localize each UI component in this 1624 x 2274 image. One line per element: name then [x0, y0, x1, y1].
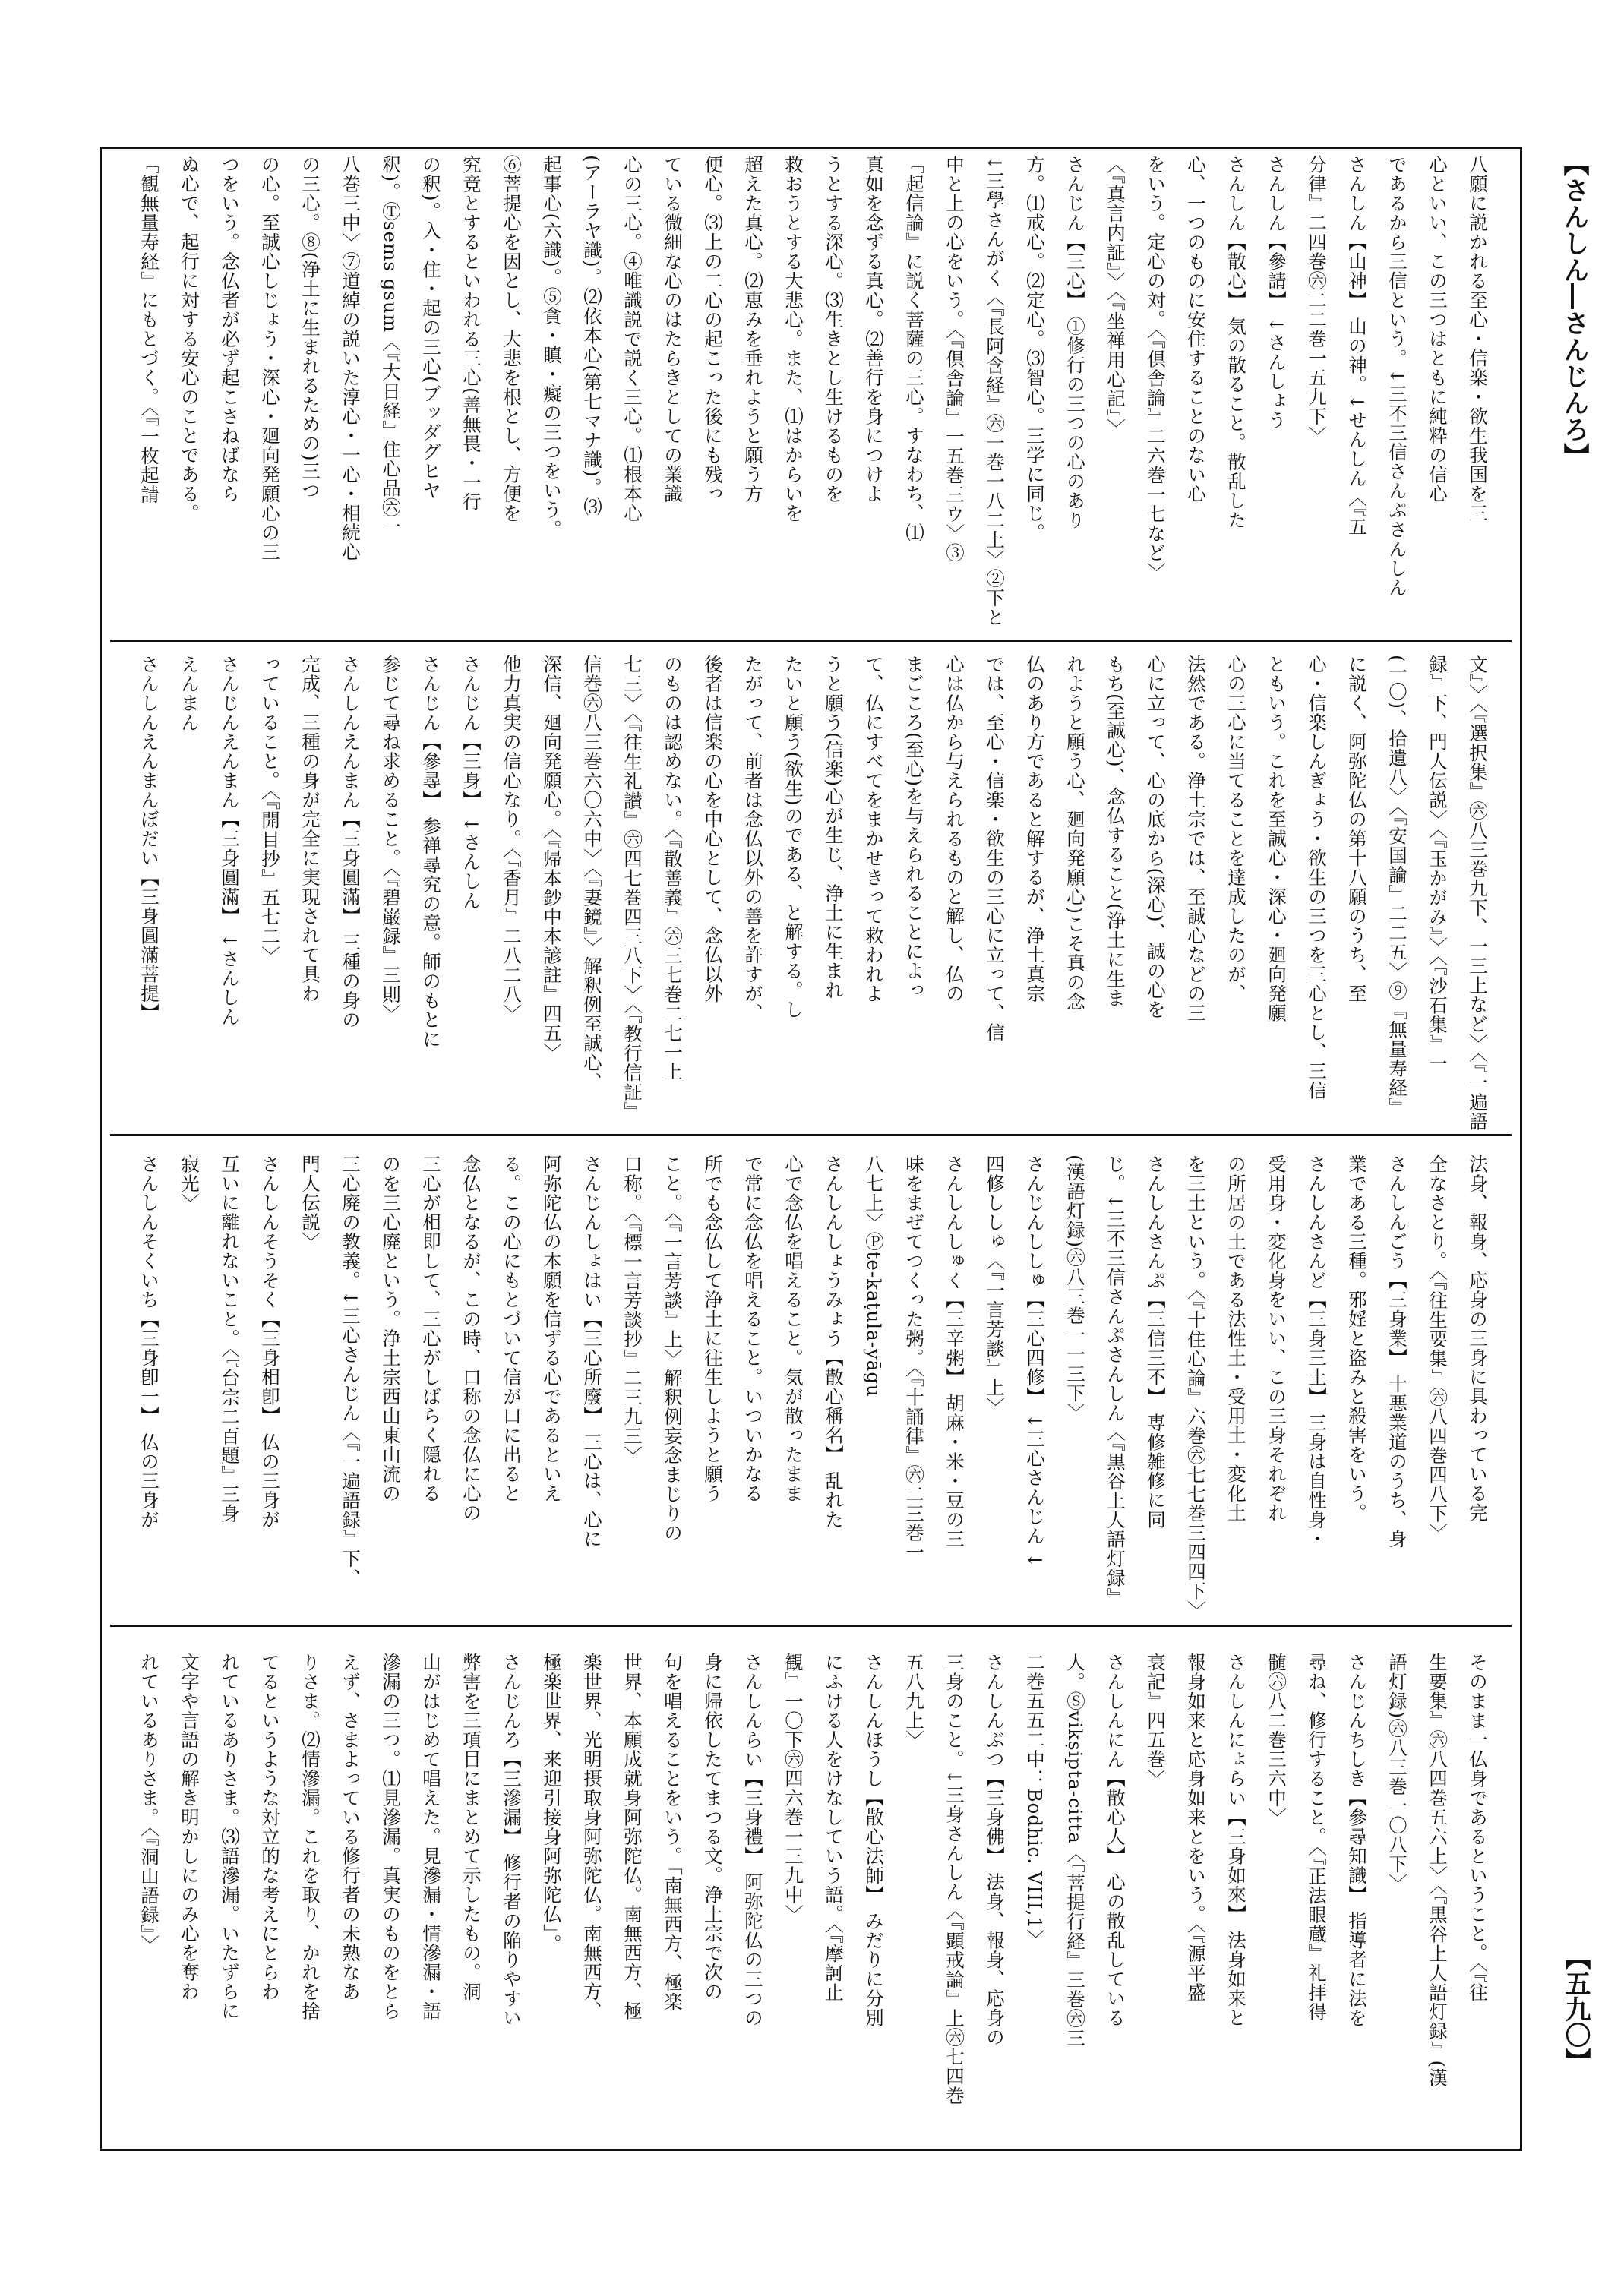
text-column: では、至心・信楽・欲生の三心に立って、信	[984, 655, 1006, 1042]
text-column: ぬ心で、起行に対する安心のことである。	[179, 155, 201, 523]
text-column: さんしんしょうみょう【散心稱名】 乱れた	[823, 1154, 845, 1530]
text-column: る。この心にもとづいて信が口に出ると	[501, 1154, 523, 1503]
text-column: まごころ(至心)を与えられることによっ	[903, 655, 925, 1000]
text-column: 阿弥陀仏の本願を信ずる心であるといえ	[541, 1154, 563, 1503]
text-column: (一〇)、拾遺八〉〈『安国論』二二五〉⑨『無量寿経』	[1386, 655, 1408, 1117]
text-column: 味をまぜてつくった粥。〈『十誦律』㊅二三巻一	[903, 1154, 925, 1562]
text-column: て、仏にすべてをまかせきって救われよ	[863, 655, 885, 1003]
text-column: れているありさま。⑶語滲漏。いたずらに	[219, 1653, 241, 2021]
text-column: で常に念仏を唱えること。いついかなる	[742, 1154, 764, 1503]
text-column: さんじんろ【三滲漏】 修行者の陥りやすい	[501, 1653, 523, 2028]
tier-4	[123, 1653, 1498, 2131]
text-column: さんじん【三心】 ①修行の三つの心のあり	[1064, 155, 1086, 530]
text-column: 『観無量寿経』にもとづく。〈『一枚起請	[138, 155, 160, 504]
text-column: 方。⑴戒心。⑵定心。⑶智心。三学に同じ。	[1024, 155, 1046, 542]
text-column: 文字や言語の解き明かしにのみ心を奪わ	[179, 1653, 201, 2001]
text-column: さんしんさんど【三身三土】 三身は自性身・	[1306, 1154, 1328, 1549]
tier-1	[123, 155, 1498, 633]
text-column: 人。Ⓢvikṣipta-citta〈『菩提行経』三巻㊅三	[1064, 1653, 1086, 2048]
text-column: 分律』二四巻㊅二二巻一五九下〉	[1306, 155, 1328, 446]
text-column: 超えた真心。⑵恵みを垂れようと願う方	[742, 155, 764, 504]
text-column: であるから三信という。↓三不三信さんぷさんしん	[1386, 155, 1408, 598]
text-column: たがって、前者は念仏以外の善を許すが、	[742, 655, 764, 1023]
text-column: もち(至誠心)、念仏すること(浄土に生ま	[1104, 655, 1126, 1009]
text-column: 四修ししゅ〈『一言芳談』上〉	[984, 1154, 1006, 1417]
text-column: 衰記』四五巻〉	[1145, 1653, 1167, 1789]
text-column: そのまま一仏身であるということ。〈『往	[1467, 1653, 1489, 2002]
text-column: 心といい、この三つはともに純粋の信心	[1427, 155, 1449, 504]
text-column: さんしんごう【三身業】 十悪業道のうち、身	[1386, 1154, 1408, 1549]
text-column: 便心。⑶上の二心の起こった後にも残っ	[702, 155, 724, 504]
text-column: 完成、三種の身が完全に実現されて具わ	[299, 655, 321, 1003]
text-column: 中と上の心をいう。〈『倶舎論』一五巻三ウ〉③	[943, 155, 965, 563]
text-column: 後者は信楽の心を中心として、念仏以外	[702, 655, 724, 1003]
text-column: さんじんししゅ【三心四修】 ↓三心さんじん ↓	[1024, 1154, 1046, 1569]
text-column: 究竟とするといわれる三心(善無畏・一行	[460, 155, 482, 512]
text-column: さんじん【三身】 ↓さんしん	[460, 655, 482, 911]
text-column: っていること。〈『開目抄』五七二〉	[259, 655, 281, 965]
text-column: 心の三心。④唯識説で説く三心。⑴根本心	[621, 155, 643, 523]
text-column: 口称。〈『標一言芳談抄』二三九三〉	[621, 1154, 643, 1465]
text-column: 世界、本願成就身阿弥陀仏。南無西方、極	[621, 1653, 643, 2021]
text-column: 髄㊅八二巻三六中〉	[1265, 1653, 1288, 1827]
tier-3	[123, 1154, 1498, 1633]
text-column: 釈)。Ⓣsems gsum〈『大日経』住心品㊅一	[380, 155, 402, 537]
text-column: に説く、阿弥陀仏の第十八願のうち、至	[1346, 655, 1368, 1003]
text-column: さんじん【參尋】 参禅尋究の意。師のもとに	[420, 655, 442, 1049]
text-column: (アーラヤ識)。⑵依本心(第七マナ識)。⑶	[581, 155, 603, 516]
text-column: 八七上〉Ⓟte-kaṭula-yāgu	[863, 1154, 885, 1398]
text-column: のものは認めない。〈『散善義』㊅三七巻二七一上	[662, 655, 684, 1082]
text-column: ともいう。これを至誠心・深心・廻向発願	[1265, 655, 1288, 1023]
text-column: 報身如来と応身如来とをいう。〈『源平盛	[1185, 1653, 1207, 2002]
text-column: 弊害を三項目にまとめて示したもの。洞	[460, 1653, 482, 2001]
text-column: 二巻五五二中：Bodhic. VIII,1〉	[1024, 1653, 1046, 1949]
text-column: さんしんしゅく【三辛粥】 胡麻・米・豆の三	[943, 1154, 965, 1549]
text-column: をいう。定心の対。〈『倶舎論』二六巻一七など〉	[1145, 155, 1167, 582]
text-column: えず、さまよっている修行者の未熟なあ	[340, 1653, 362, 2001]
text-column: さんしんぶつ【三身佛】 法身、報身、応身の	[984, 1653, 1006, 2047]
text-column: 深信、廻向発願心。〈『帰本鈔中本諺註』四五〉	[541, 655, 563, 1063]
text-column: 三心が相即して、三心がしばらく隠れる	[420, 1154, 442, 1503]
text-column: 念仏となるが、この時、口称の念仏に心の	[460, 1154, 482, 1523]
text-column: の三心。⑧(浄土に生まれるための)三つ	[299, 155, 321, 501]
text-column: 真如を念ずる真心。⑵善行を身につけよ	[863, 155, 885, 504]
text-column: 楽世界、光明摂取身阿弥陀仏。南無西方、	[581, 1653, 603, 2021]
text-column: さんしん【散心】 気の散ること。散乱した	[1225, 155, 1247, 530]
text-column: うとする深心。⑶生きとし生けるものを	[823, 155, 845, 504]
text-column: 心は仏から与えられるものと解し、仏の	[943, 655, 965, 1003]
text-column: さんしんそうそく【三身相卽】 仏の三身が	[259, 1154, 281, 1530]
text-column: ⑥菩提心を因とし、大悲を根とし、方便を	[501, 155, 523, 523]
text-column: れようと願う心、廻向発願心)こそ真の念	[1064, 655, 1086, 1012]
text-column: (漢語灯録)㊅八三巻一一三下〉	[1064, 1154, 1086, 1423]
text-column: 滲漏の三つ。⑴見滲漏。真実のものをとら	[380, 1653, 402, 2021]
text-column: さんしん【山神】 山の神。↓せんしん〈『五	[1346, 155, 1368, 537]
text-column: 心、一つのものに安住することのない心	[1185, 155, 1207, 504]
text-column: のを三心廃という。浄土宗西山東山流の	[380, 1154, 402, 1503]
text-column: 心に立って、心の底から(深心)、誠の心を	[1145, 655, 1167, 1020]
text-column: さんじんえんまん【三身圓滿】 ↓さんしん	[219, 655, 241, 1027]
text-column: さんしんほうし【散心法師】 みだりに分別	[863, 1653, 885, 2028]
text-column: の心。至誠心しじょう・深心・廻向発願心の三	[259, 155, 281, 562]
text-column: 受用身・変化身をいい、この三身それぞれ	[1265, 1154, 1288, 1523]
text-column: ↓三學さんがく〈『長阿含経』㊅一巻一八二上〉②下と	[984, 155, 1006, 627]
text-column: りさま。⑵情滲漏。これを取り、かれを捨	[299, 1653, 321, 2021]
text-column: 業である三種。邪婬と盗みと殺害をいう。	[1346, 1154, 1368, 1523]
text-column: 『起信論』に説く菩薩の三心。すなわち、⑴	[903, 155, 925, 542]
tier-divider	[110, 640, 1512, 642]
text-column: 心・信楽しんぎょう・欲生の三つを三心とし、三信	[1306, 655, 1328, 1101]
text-column: 所でも念仏して浄土に往生しようと願う	[702, 1154, 724, 1503]
text-column: 寂光〉	[179, 1154, 201, 1213]
text-column: 法身、報身、応身の三身に具わっている完	[1467, 1154, 1489, 1523]
text-column: ている微細な心のはたらきとしての業識	[662, 155, 684, 504]
tier-divider	[110, 1134, 1512, 1136]
text-column: つをいう。念仏者が必ず起こさねばなら	[219, 155, 241, 504]
text-column: えんまん	[179, 655, 201, 732]
text-column: 身に帰依したてまつる文。浄土宗で次の	[702, 1653, 724, 2001]
text-column: さんじんしょはい【三心所廢】 三心は、心に	[581, 1154, 603, 1549]
text-column: 極楽世界、来迎引接身阿弥陀仏」。	[541, 1653, 563, 1953]
text-column: さんしんそくいち【三身卽一】 仏の三身が	[138, 1154, 160, 1530]
text-column: さんしんえんまんぼだい【三身圓滿菩提】	[138, 655, 160, 1023]
text-column: の釈)。入・住・起の三心(ブッダグヒヤ	[420, 155, 442, 501]
text-column: 法然である。浄土宗では、至誠心などの三	[1185, 655, 1207, 1023]
text-column: 五八九上〉	[903, 1653, 925, 1750]
text-column: 語灯録)㊅八三巻一〇八下〉	[1386, 1653, 1408, 1893]
text-column: 互いに離れないこと。〈『台宗二百題』三身	[219, 1154, 241, 1524]
text-column: さんしんにょらい【三身如來】 法身如来と	[1225, 1653, 1247, 2028]
text-column: 心の三心に当てることを達成したのが、	[1225, 655, 1247, 1003]
text-column: てるというような対立的な考えにとらわ	[259, 1653, 281, 2001]
text-column: 七三〉〈『往生礼讃』㊅四七巻四三八下〉〈『教行信証』	[621, 655, 643, 1121]
text-column: 録』下、門人伝説〉〈『玉かがみ』〉〈『沙石集』一	[1427, 655, 1449, 1073]
text-column: じ。↓三不三信さんぷさんしん〈『黒谷上人語灯録』	[1104, 1154, 1126, 1607]
text-column: こと。〈『一言芳談』上〉解釈例妄念まじりの	[662, 1154, 684, 1543]
text-column: 三心廃の教義。↓三心さんじん〈『一遍語録』下、	[340, 1154, 362, 1588]
text-column: の所居の土である法性土・受用土・変化土	[1225, 1154, 1247, 1523]
text-column: さんじんちしき【參尋知識】 指導者に法を	[1346, 1653, 1368, 2028]
text-column: 八願に説かれる至心・信楽・欲生我国を三	[1467, 155, 1489, 523]
text-column: 山がはじめて唱えた。見滲漏・情滲漏・語	[420, 1653, 442, 2021]
running-head: 【さんしん―さんじんろ】	[1559, 150, 1589, 469]
text-column: 他力真実の信心なり。〈『香月』二八二八〉	[501, 655, 523, 1024]
text-column: さんしん【參請】 ↓さんしょう	[1265, 155, 1288, 430]
text-column: 文』〉〈『選択集』㊅八三巻九下、一三上など〉〈『一遍語	[1467, 655, 1489, 1132]
text-column: 心で念仏を唱えること。気が散ったまま	[782, 1154, 804, 1503]
text-column: 三身のこと。↓三身さんしん〈『顕戒論』上㊅七四巻	[943, 1653, 965, 2105]
text-column: 観』一〇下㊅四六巻一三九中〉	[782, 1653, 804, 1924]
text-column: を三土という。〈『十住心論』六巻㊅七七巻三四四下〉	[1185, 1154, 1207, 1620]
text-column: れているありさま。〈『洞山語録』〉	[138, 1653, 160, 1954]
text-column: うと願う(信楽)心が生じ、浄土に生まれ	[823, 655, 845, 1000]
text-column: 〈『真言内証』〉〈『坐禅用心記』〉	[1104, 155, 1126, 438]
page-number: 【五九〇】	[1560, 1944, 1591, 2073]
text-column: 起事心(六識)。⑤貪・瞋・癡の三つをいう。	[541, 155, 563, 539]
text-column: さんしんらい【三身禮】 阿弥陀仏の三つの	[742, 1653, 764, 2028]
text-column: 仏のあり方であると解するが、浄土真宗	[1024, 655, 1046, 1003]
text-column: 尋ね、修行すること。〈『正法眼蔵』礼拝得	[1306, 1653, 1328, 2022]
text-column: 門人伝説〉	[299, 1154, 321, 1252]
text-column: 参じて尋ね求めること。〈『碧巌録』三則〉	[380, 655, 402, 1024]
text-column: 信巻㊅八三巻六〇六中〉〈『妻鏡』〉解釈例至誠心、	[581, 655, 603, 1092]
text-column: 句を唱えることをいう。「南無西方、極楽	[662, 1653, 684, 2012]
text-column: 生要集』㊅八四巻五六上〉〈『黒谷上人語灯録』(漢	[1427, 1653, 1449, 2088]
text-column: さんしんさんぷ【三信三不】 専修雑修に同	[1145, 1154, 1167, 1530]
tier-2	[123, 655, 1498, 1133]
text-column: 八巻三中〉⑦道綽の説いた淳心・一心・相続心	[340, 155, 362, 562]
text-column: にふける人をけなしていう語。〈『摩訶止	[823, 1653, 845, 2002]
text-column: 全なさとり。〈『往生要集』㊅八四巻四八下〉	[1427, 1154, 1449, 1543]
text-column: 救おうとする大悲心。また、⑴はからいを	[782, 155, 804, 523]
text-column: さんしんえんまん【三身圓滿】 三種の身の	[340, 655, 362, 1030]
text-column: さんしんにん【散心人】 心の散乱している	[1104, 1653, 1126, 2028]
text-column: たいと願う(欲生)のである、と解する。し	[782, 655, 804, 1020]
